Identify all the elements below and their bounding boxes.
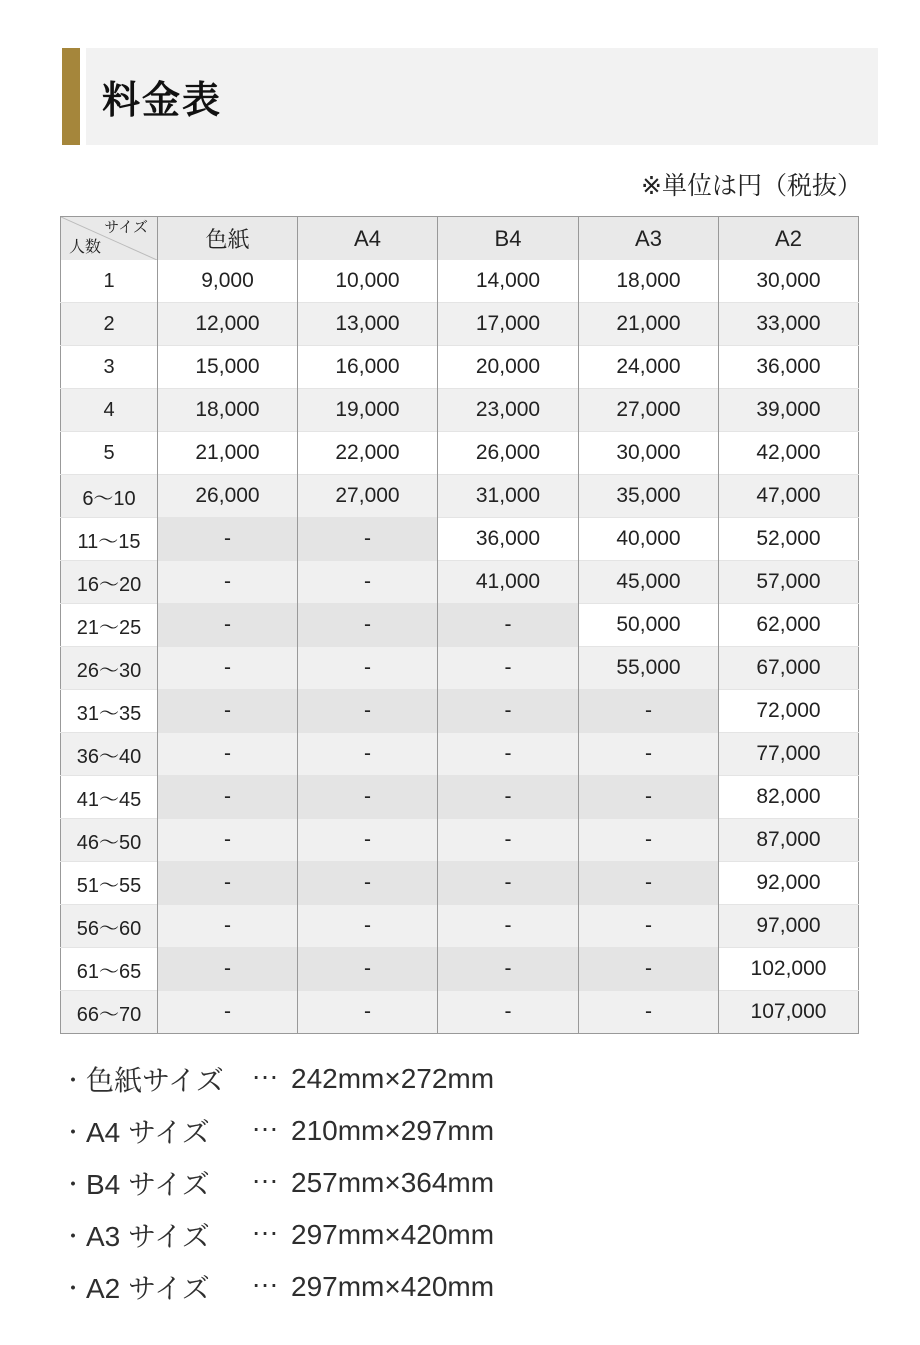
na-cell: - xyxy=(298,604,438,647)
na-cell: - xyxy=(438,647,579,690)
price-cell: 82,000 xyxy=(719,776,859,819)
price-cell: 27,000 xyxy=(579,389,719,432)
price-cell: 18,000 xyxy=(579,260,719,303)
na-cell: - xyxy=(158,561,298,604)
price-table xyxy=(60,216,859,1034)
price-cell: 10,000 xyxy=(298,260,438,303)
ellipsis-separator: … xyxy=(251,1054,281,1086)
na-cell: - xyxy=(438,905,579,948)
price-cell: 72,000 xyxy=(719,690,859,733)
bullet-icon: ・ xyxy=(62,1119,85,1145)
corner-people-label: 人数 xyxy=(69,239,102,256)
table-row xyxy=(61,346,859,389)
row-label: 31～35 xyxy=(61,690,158,733)
na-cell: - xyxy=(579,991,719,1034)
row-label: 11～15 xyxy=(61,518,158,561)
na-cell: - xyxy=(438,733,579,776)
row-label: 66～70 xyxy=(61,991,158,1034)
table-row xyxy=(61,518,859,561)
row-label: 5 xyxy=(61,432,158,475)
size-note-value: 242mm×272mm xyxy=(291,1063,495,1094)
row-label: 21～25 xyxy=(61,604,158,647)
na-cell: - xyxy=(158,948,298,991)
col-header-b4: B4 xyxy=(438,217,579,261)
ellipsis-separator: … xyxy=(251,1262,281,1294)
corner-size-label: サイズ xyxy=(104,219,148,236)
size-note-value: 210mm×297mm xyxy=(291,1115,495,1146)
table-row xyxy=(61,475,859,518)
na-cell: - xyxy=(158,905,298,948)
na-cell: - xyxy=(579,862,719,905)
na-cell: - xyxy=(298,905,438,948)
size-note-label: 色紙サイズ xyxy=(86,1065,224,1096)
na-cell: - xyxy=(579,819,719,862)
price-cell: 52,000 xyxy=(719,518,859,561)
table-row xyxy=(61,303,859,346)
table-row xyxy=(61,647,859,690)
table-row xyxy=(61,561,859,604)
na-cell: - xyxy=(579,690,719,733)
price-cell: 39,000 xyxy=(719,389,859,432)
row-label: 1 xyxy=(61,260,158,303)
row-label: 3 xyxy=(61,346,158,389)
bullet-icon: ・ xyxy=(62,1067,85,1093)
table-row xyxy=(61,690,859,733)
table-row xyxy=(61,991,859,1034)
size-note-item xyxy=(62,1054,920,1096)
na-cell: - xyxy=(158,690,298,733)
row-label: 36～40 xyxy=(61,733,158,776)
na-cell: - xyxy=(579,905,719,948)
price-cell: 23,000 xyxy=(438,389,579,432)
row-label: 16～20 xyxy=(61,561,158,604)
na-cell: - xyxy=(158,862,298,905)
na-cell: - xyxy=(438,604,579,647)
na-cell: - xyxy=(298,518,438,561)
price-cell: 26,000 xyxy=(158,475,298,518)
row-label: 6～10 xyxy=(61,475,158,518)
page xyxy=(0,48,920,1345)
bullet-icon: ・ xyxy=(62,1171,85,1197)
table-row xyxy=(61,948,859,991)
size-note-item xyxy=(62,1158,920,1200)
na-cell: - xyxy=(298,690,438,733)
price-cell: 40,000 xyxy=(579,518,719,561)
na-cell: - xyxy=(158,991,298,1034)
title-accent-bar xyxy=(62,48,80,145)
price-cell: 26,000 xyxy=(438,432,579,475)
price-cell: 36,000 xyxy=(719,346,859,389)
table-row xyxy=(61,432,859,475)
size-note-label: A2 サイズ xyxy=(86,1273,210,1304)
na-cell: - xyxy=(298,819,438,862)
na-cell: - xyxy=(298,733,438,776)
price-cell: 20,000 xyxy=(438,346,579,389)
page-header xyxy=(62,48,878,145)
corner-cell xyxy=(61,217,158,261)
ellipsis-separator: … xyxy=(251,1210,281,1242)
na-cell: - xyxy=(158,647,298,690)
price-cell: 12,000 xyxy=(158,303,298,346)
size-note-value: 297mm×420mm xyxy=(291,1271,495,1302)
price-cell: 87,000 xyxy=(719,819,859,862)
na-cell: - xyxy=(438,776,579,819)
price-cell: 31,000 xyxy=(438,475,579,518)
na-cell: - xyxy=(158,776,298,819)
price-cell: 16,000 xyxy=(298,346,438,389)
size-note-label: A4 サイズ xyxy=(86,1117,210,1148)
price-cell: 21,000 xyxy=(579,303,719,346)
bullet-icon: ・ xyxy=(62,1275,85,1301)
na-cell: - xyxy=(158,733,298,776)
price-cell: 36,000 xyxy=(438,518,579,561)
na-cell: - xyxy=(438,862,579,905)
table-row xyxy=(61,389,859,432)
size-note-label: A3 サイズ xyxy=(86,1221,210,1252)
na-cell: - xyxy=(298,862,438,905)
ellipsis-separator: … xyxy=(251,1106,281,1138)
na-cell: - xyxy=(438,690,579,733)
table-row xyxy=(61,260,859,303)
price-cell: 15,000 xyxy=(158,346,298,389)
na-cell: - xyxy=(579,948,719,991)
price-cell: 92,000 xyxy=(719,862,859,905)
price-cell: 18,000 xyxy=(158,389,298,432)
size-note-item xyxy=(62,1262,920,1304)
price-cell: 27,000 xyxy=(298,475,438,518)
row-label: 56～60 xyxy=(61,905,158,948)
table-header-row xyxy=(61,217,859,261)
na-cell: - xyxy=(158,819,298,862)
na-cell: - xyxy=(298,647,438,690)
na-cell: - xyxy=(579,733,719,776)
table-row xyxy=(61,819,859,862)
page-title: 料金表 xyxy=(102,80,223,122)
ellipsis-separator: … xyxy=(251,1158,281,1190)
col-header-a3: A3 xyxy=(579,217,719,261)
row-label: 4 xyxy=(61,389,158,432)
price-cell: 30,000 xyxy=(579,432,719,475)
price-cell: 47,000 xyxy=(719,475,859,518)
table-row xyxy=(61,776,859,819)
price-cell: 67,000 xyxy=(719,647,859,690)
price-cell: 24,000 xyxy=(579,346,719,389)
col-header-a2: A2 xyxy=(719,217,859,261)
table-row xyxy=(61,604,859,647)
na-cell: - xyxy=(298,991,438,1034)
title-strip xyxy=(86,48,878,145)
row-label: 41～45 xyxy=(61,776,158,819)
price-cell: 45,000 xyxy=(579,561,719,604)
price-cell: 102,000 xyxy=(719,948,859,991)
size-note-value: 297mm×420mm xyxy=(291,1219,495,1250)
size-note-item xyxy=(62,1106,920,1148)
bullet-icon: ・ xyxy=(62,1223,85,1249)
price-cell: 21,000 xyxy=(158,432,298,475)
row-label: 51～55 xyxy=(61,862,158,905)
col-header-shikishi: 色紙 xyxy=(158,217,298,261)
table-row xyxy=(61,905,859,948)
na-cell: - xyxy=(158,518,298,561)
tax-unit-note: ※単位は円（税抜） xyxy=(641,172,862,200)
na-cell: - xyxy=(298,561,438,604)
na-cell: - xyxy=(298,948,438,991)
price-cell: 62,000 xyxy=(719,604,859,647)
price-cell: 41,000 xyxy=(438,561,579,604)
price-cell: 14,000 xyxy=(438,260,579,303)
col-header-a4: A4 xyxy=(298,217,438,261)
row-label: 2 xyxy=(61,303,158,346)
price-cell: 55,000 xyxy=(579,647,719,690)
price-cell: 42,000 xyxy=(719,432,859,475)
price-cell: 17,000 xyxy=(438,303,579,346)
price-cell: 33,000 xyxy=(719,303,859,346)
table-row xyxy=(61,733,859,776)
size-notes xyxy=(62,1054,920,1304)
price-cell: 57,000 xyxy=(719,561,859,604)
na-cell: - xyxy=(438,948,579,991)
price-cell: 30,000 xyxy=(719,260,859,303)
table-row xyxy=(61,862,859,905)
price-cell: 50,000 xyxy=(579,604,719,647)
price-cell: 9,000 xyxy=(158,260,298,303)
price-cell: 97,000 xyxy=(719,905,859,948)
row-label: 26～30 xyxy=(61,647,158,690)
size-note-label: B4 サイズ xyxy=(86,1169,210,1200)
price-table-body xyxy=(61,260,859,1034)
row-label: 46～50 xyxy=(61,819,158,862)
price-cell: 22,000 xyxy=(298,432,438,475)
na-cell: - xyxy=(438,819,579,862)
price-cell: 35,000 xyxy=(579,475,719,518)
price-cell: 19,000 xyxy=(298,389,438,432)
na-cell: - xyxy=(579,776,719,819)
price-cell: 107,000 xyxy=(719,991,859,1034)
row-label: 61～65 xyxy=(61,948,158,991)
na-cell: - xyxy=(298,776,438,819)
size-note-value: 257mm×364mm xyxy=(291,1167,495,1198)
na-cell: - xyxy=(158,604,298,647)
size-note-item xyxy=(62,1210,920,1252)
price-cell: 13,000 xyxy=(298,303,438,346)
na-cell: - xyxy=(438,991,579,1034)
price-cell: 77,000 xyxy=(719,733,859,776)
